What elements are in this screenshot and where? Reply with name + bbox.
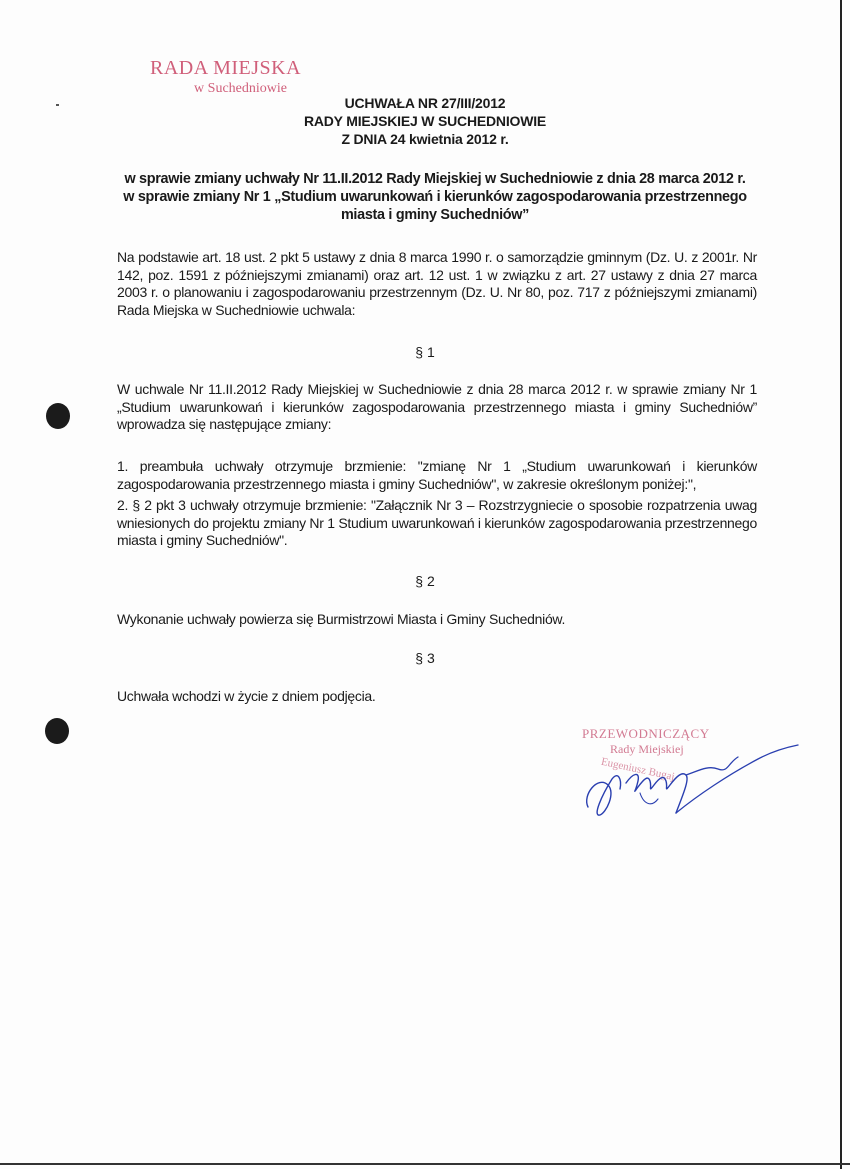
section-3-text: Uchwała wchodzi w życie z dniem podjęcia. xyxy=(117,688,376,704)
handwritten-signature xyxy=(578,735,803,825)
punch-hole-upper xyxy=(46,403,70,429)
punch-hole-lower xyxy=(45,718,69,744)
council-stamp-line2: w Suchedniowie xyxy=(194,81,287,96)
resolution-header xyxy=(0,94,850,148)
section-1-item-2: 2. § 2 pkt 3 uchwały otrzymuje brzmienie: "Załącznik Nr 3 – Rozstrzygniecie o sposobie rozpatrzenia uwag wniesionych do projektu zmiany Nr 1 Studium uwarunkowań i kierunków zagospodarowania przestrzennego miasta i gminy Suchedniów". xyxy=(117,497,757,548)
section-2-mark: § 2 xyxy=(415,573,435,589)
council-stamp-line1: RADA MIEJSKA xyxy=(150,57,302,79)
council-stamp xyxy=(150,58,301,96)
subject-line3: miasta i gminy Suchedniów” xyxy=(340,207,530,223)
chairman-stamp-council: Rady Miejskiej xyxy=(610,742,684,756)
resolution-subject xyxy=(105,170,765,224)
preamble-paragraph: Na podstawie art. 18 ust. 2 pkt 5 ustawy z dnia 8 marca 1990 r. o samorządzie gminnym (Dz. U. z 2001r. Nr 142, poz. 1591 z późniejszymi zmianami) oraz art. 12 ust. 1 w związku z art. 27 ustawy z dnia 27 marca 2003 r. o planowaniu i zagospodarowaniu przestrzennym (Dz. U. Nr 80, poz. 717 z późniejszymi zmianami) Rada Miejska w Suchedniowie uchwala: xyxy=(117,249,757,318)
resolution-date: Z DNIA 24 kwietnia 2012 r. xyxy=(341,131,509,147)
page-edge-bottom xyxy=(0,1163,850,1165)
chairman-stamp-name: Eugeniusz Bugaj xyxy=(599,755,676,784)
section-1-intro: W uchwale Nr 11.II.2012 Rady Miejskiej w Suchedniowie z dnia 28 marca 2012 r. w sprawie zmiany Nr 1 „Studium uwarunkowań i kierunków zagospodarowania przestrzennego miasta i gminy Suchedniów” wprowadza się następujące zmiany: xyxy=(117,381,757,432)
chairman-stamp-title: PRZEWODNICZĄCY xyxy=(582,726,710,741)
resolution-title: UCHWAŁA NR 27/III/2012 xyxy=(344,95,506,111)
subject-line2: w sprawie zmiany Nr 1 „Studium uwarunkowań i kierunków zagospodarowania przestrzennego xyxy=(123,189,747,205)
subject-line1: w sprawie zmiany uchwały Nr 11.II.2012 Rady Miejskiej w Suchedniowie z dnia 28 marca 2012 r. xyxy=(124,171,746,187)
section-1-item-1: 1. preambuła uchwały otrzymuje brzmienie: "zmianę Nr 1 „Studium uwarunkowań i kierunków zagospodarowania przestrzennego miasta i gminy Suchedniów", w zakresie określonym poniżej:", xyxy=(117,458,757,492)
section-3-mark: § 3 xyxy=(415,650,435,666)
resolution-council: RADY MIEJSKIEJ W SUCHEDNIOWIE xyxy=(303,113,547,129)
section-2-text: Wykonanie uchwały powierza się Burmistrzowi Miasta i Gminy Suchedniów. xyxy=(117,611,566,627)
section-1-mark: § 1 xyxy=(415,344,435,360)
